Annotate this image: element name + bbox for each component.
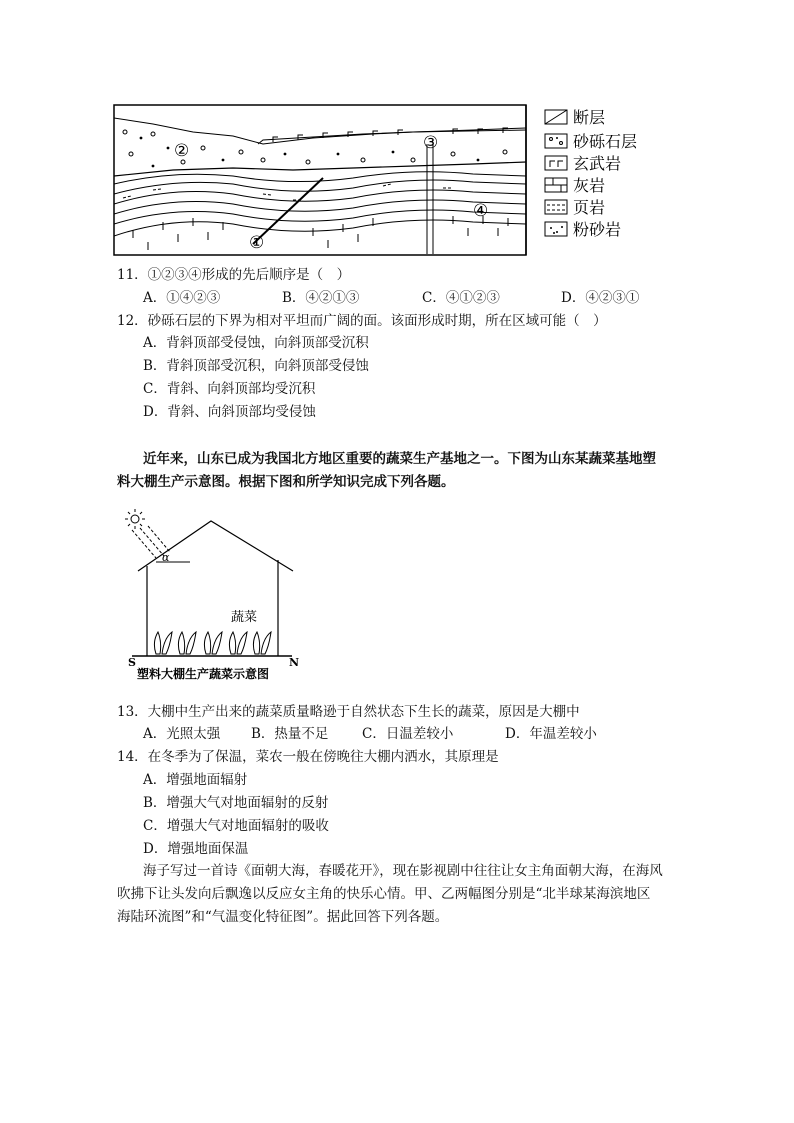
legend-label-basalt: 玄武岩: [573, 154, 622, 173]
legend-label-shale: 页岩: [573, 198, 606, 217]
shale-icon: [545, 200, 567, 214]
greenhouse-figure: [118, 506, 304, 682]
q11-option-a[interactable]: A．①④②③: [143, 290, 221, 306]
legend: [545, 108, 637, 239]
vegetable-icon: [204, 632, 222, 654]
intro3-line1: 海子写过一首诗《面朝大海，春暖花开》，现在影视剧中往往让女主角面朝大海，在海风: [143, 863, 663, 879]
north-label: N: [289, 656, 300, 669]
q14-stem: 14．在冬季为了保温，菜农一般在傍晚往大棚内洒水，其原理是: [117, 749, 499, 765]
intro2-line1: 近年来，山东已成为我国北方地区重要的蔬菜生产基地之一。下图为山东某蔬菜基地塑: [143, 451, 656, 467]
greenhouse-caption: 塑料大棚生产蔬菜示意图: [137, 667, 270, 681]
intro3-line3: 海陆环流图”和“气温变化特征图”。据此回答下列各题。: [117, 909, 449, 925]
q12-option-c[interactable]: C．背斜、向斜顶部均受沉积: [143, 381, 316, 397]
south-label: S: [128, 656, 136, 669]
q13-option-b[interactable]: B．热量不足: [251, 726, 329, 742]
vegetable-icon: [253, 632, 271, 654]
alpha-label: α: [162, 551, 170, 564]
legend-label-gravel: 砂砾石层: [573, 132, 638, 151]
vegetable-icon: [178, 632, 196, 654]
basalt-icon: [545, 156, 567, 170]
intro2-line2: 料大棚生产示意图。根据下图和所学知识完成下列各题。: [117, 474, 455, 490]
legend-label-fault: 断层: [573, 108, 606, 127]
q11-option-c[interactable]: C．④①②③: [422, 290, 500, 306]
intro3-line2: 吹拂下让头发向后飘逸以反应女主角的快乐心情。甲、乙两幅图分别是“北半球某海滨地区: [117, 886, 651, 902]
q14-option-b[interactable]: B．增强大气对地面辐射的反射: [143, 795, 329, 811]
label-4: ④: [473, 201, 489, 221]
label-3: ③: [423, 133, 439, 153]
vegetable-icon: [154, 632, 172, 654]
q13-option-d[interactable]: D．年温差较小: [505, 726, 597, 742]
q14-option-a[interactable]: A．增强地面辐射: [143, 772, 248, 788]
legend-label-limestone: 灰岩: [573, 176, 606, 195]
q14-option-c[interactable]: C．增强大气对地面辐射的吸收: [143, 818, 329, 834]
q13-option-c[interactable]: C．日温差较小: [362, 726, 454, 742]
geology-figure: [113, 104, 671, 256]
gravel-icon: [545, 134, 567, 148]
label-1: ①: [249, 233, 265, 253]
sun-icon: [125, 509, 145, 529]
q12-option-b[interactable]: B．背斜顶部受沉积，向斜顶部受侵蚀: [143, 358, 369, 374]
q12-stem: 12．砂砾石层的下界为相对平坦而广阔的面。该面形成时期，所在区域可能（ ）: [117, 313, 607, 329]
q13-stem: 13．大棚中生产出来的蔬菜质量略逊于自然状态下生长的蔬菜，原因是大棚中: [117, 704, 580, 720]
q12-option-a[interactable]: A．背斜顶部受侵蚀，向斜顶部受沉积: [143, 335, 369, 351]
vegetable-label: 蔬菜: [231, 610, 258, 625]
q14-option-d[interactable]: D．增强地面保温: [143, 841, 249, 857]
legend-label-siltstone: 粉砂岩: [573, 220, 622, 239]
q12-option-d[interactable]: D．背斜、向斜顶部均受侵蚀: [143, 404, 316, 420]
vegetable-icon: [229, 632, 247, 654]
q11-option-b[interactable]: B．④②①③: [282, 290, 360, 306]
siltstone-icon: [545, 222, 567, 236]
q11-option-d[interactable]: D．④②③①: [561, 290, 640, 306]
q13-option-a[interactable]: A．光照太强: [143, 726, 221, 742]
q11-stem: 11．①②③④形成的先后顺序是（ ）: [117, 267, 351, 283]
label-2: ②: [174, 141, 190, 161]
